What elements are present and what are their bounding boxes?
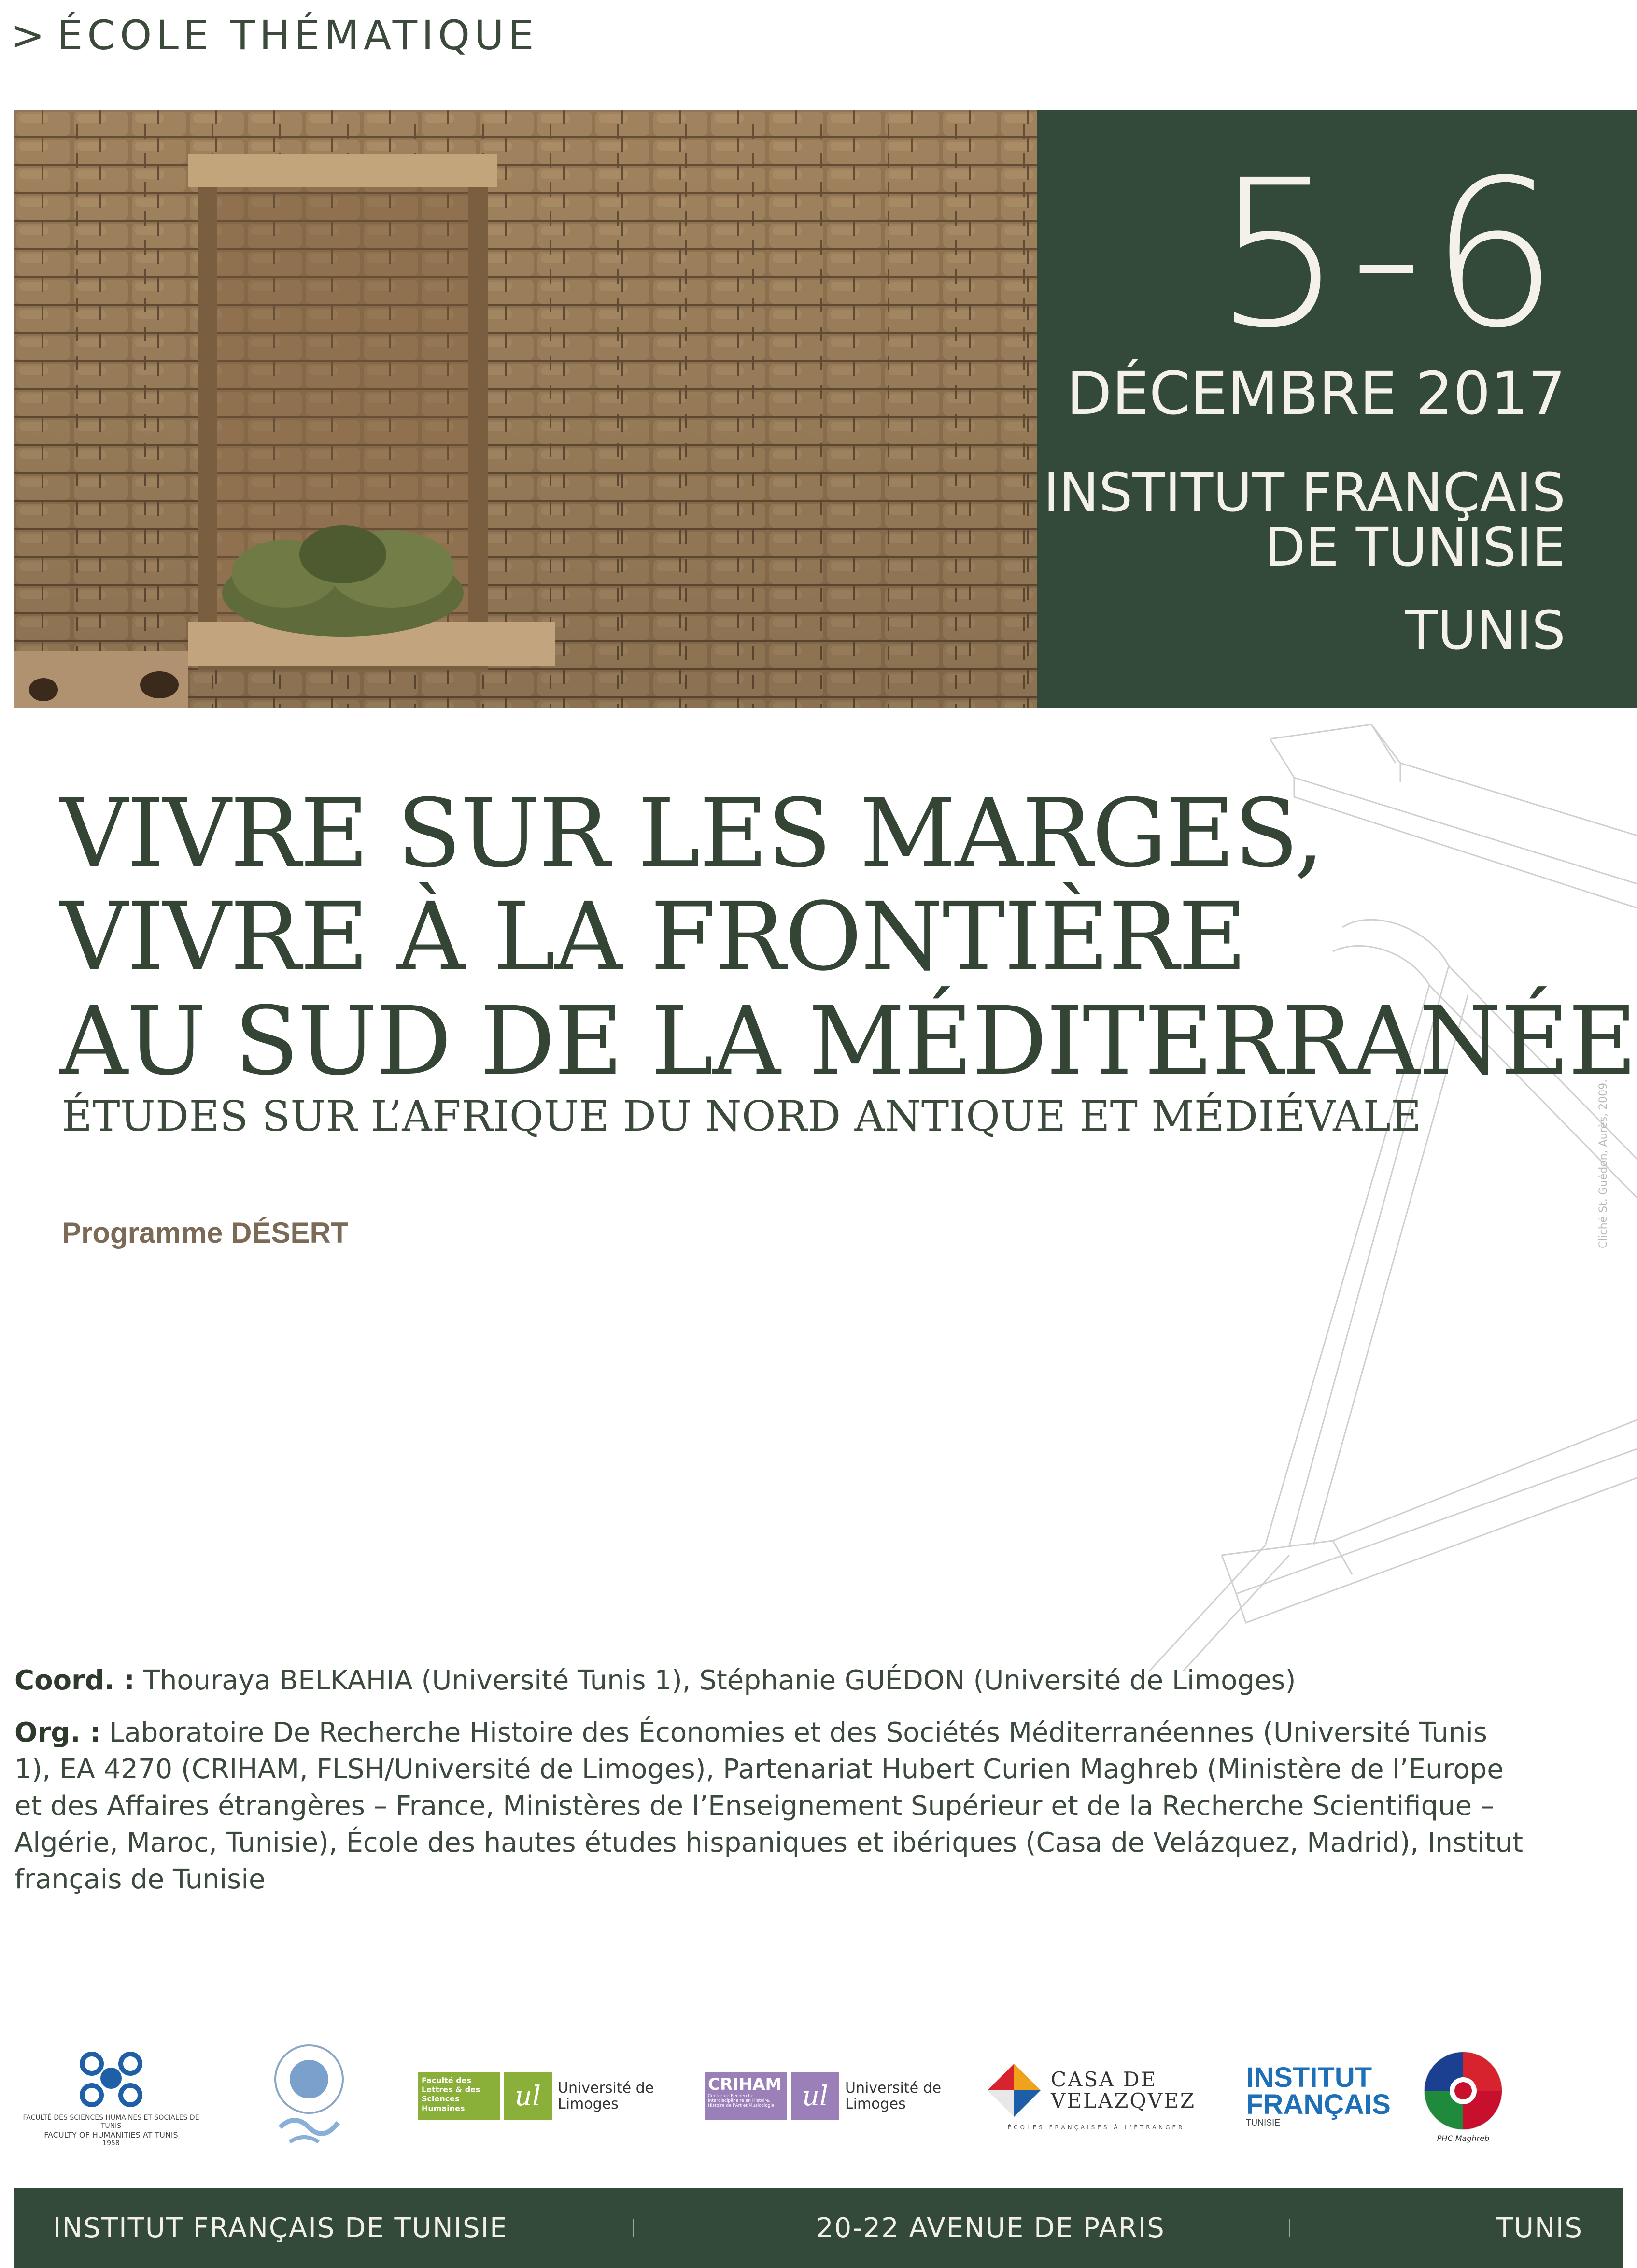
fshst-line2: FACULTY OF HUMANITIES AT TUNIS (44, 2130, 178, 2140)
criham-title: CRIHAM (708, 2075, 782, 2094)
org-text: Laboratoire De Recherche Histoire des Économies et des Sociétés Méditerranéennes (Université Tunis 1), EA 4270 (CRIHAM, FLSH/Université de Limoges), Partenariat Hubert Curien Maghreb (Ministère de l’Europe et des Affaires étrangères – France, Ministères de l’Enseignement Supérieur et de la Recherche Scientifique – Algérie, Maroc, Tunisie), École des hautes études hispaniques et ibériques (Casa de Velázquez, Madrid), Institut français de Tunisie (14, 1717, 1524, 1895)
fshst-logo (14, 2024, 208, 2169)
lr-hesm-logo (256, 2024, 362, 2169)
title-line-1: VIVRE SUR LES MARGES, (60, 779, 1324, 888)
footer-separator (633, 2219, 634, 2237)
phc-maghreb-logo (1410, 2024, 1516, 2169)
wall-photo (14, 110, 1037, 708)
criham-unilim-logo (700, 2024, 946, 2169)
unilim-text-1: Université de Limoges (558, 2080, 654, 2112)
if-title-2: FRANÇAIS (1246, 2088, 1391, 2120)
photo-credit: Cliché St. Guédon, Aurès, 2009. (1597, 1079, 1609, 1248)
footer-separator (1289, 2219, 1290, 2237)
arrow-right-icon: > (11, 12, 45, 59)
flsh-text: Faculté des Lettres & des Sciences Humaines (418, 2072, 500, 2120)
org-label: Org. : (14, 1717, 101, 1748)
footer-address: 20-22 AVENUE DE PARIS (816, 2212, 1165, 2244)
flsh-unilim-logo (410, 2024, 662, 2169)
school-label-text: ÉCOLE THÉMATIQUE (57, 12, 538, 59)
unilim-text-2: Université de Limoges (845, 2080, 942, 2112)
programme-name: Programme DÉSERT (62, 1217, 349, 1249)
casa-velazquez-logo (985, 2024, 1207, 2169)
ul-monogram-icon: ul (504, 2072, 552, 2120)
venue-line2: DE TUNISIE (1264, 516, 1566, 578)
footer-bar (14, 2188, 1623, 2268)
subtitle: ÉTUDES SUR L’AFRIQUE DU NORD ANTIQUE ET MÉDIÉVALE (62, 1092, 1422, 1141)
coord-text: Thouraya BELKAHIA (Université Tunis 1), Stéphanie GUÉDON (Université de Limoges) (134, 1665, 1296, 1696)
date-panel (1037, 110, 1637, 708)
phc-emblem-icon (1422, 2050, 1504, 2132)
fshst-year: 1958 (102, 2139, 120, 2147)
institut-francais-logo (1241, 2024, 1396, 2169)
coordinators (14, 1662, 1296, 1699)
organizers (14, 1715, 1531, 1898)
school-label (11, 9, 538, 62)
casa-sub: ÉCOLES FRANÇAISES À L'ÉTRANGER (1007, 2124, 1185, 2131)
footer-institution: INSTITUT FRANÇAIS DE TUNISIE (53, 2212, 508, 2244)
if-title-1: INSTITUT (1246, 2062, 1372, 2094)
title-line-3: AU SUD DE LA MÉDITERRANÉE (60, 986, 1636, 1096)
coord-label: Coord. : (14, 1665, 135, 1696)
phc-text: PHC Maghreb (1437, 2133, 1490, 2143)
fshst-emblem-icon (68, 2044, 155, 2112)
if-sub: TUNISIE (1246, 2117, 1281, 2127)
ul-monogram-icon: ul (791, 2072, 839, 2120)
fshst-line1: FACULTÉ DES SCIENCES HUMAINES ET SOCIALES DE TUNIS (23, 2114, 199, 2130)
hesm-seal-icon (261, 2041, 357, 2152)
footer-city: TUNIS (1496, 2212, 1583, 2244)
title-line-2: VIVRE À LA FRONTIÈRE (60, 882, 1246, 992)
casa-title: CASA DE VELAZQVEZ (1051, 2067, 1196, 2112)
event-city: TUNIS (1405, 599, 1566, 661)
event-month-year: DÉCEMBRE 2017 (1066, 359, 1566, 428)
casa-diamond-icon (985, 2061, 1043, 2119)
criham-sub: Centre de Recherche Interdisciplinaire en Histoire, Histoire de l'Art et Musicologie (708, 2094, 775, 2108)
venue-line1: INSTITUT FRANÇAIS (1043, 462, 1566, 524)
event-days: 5-6 (1214, 137, 1566, 373)
